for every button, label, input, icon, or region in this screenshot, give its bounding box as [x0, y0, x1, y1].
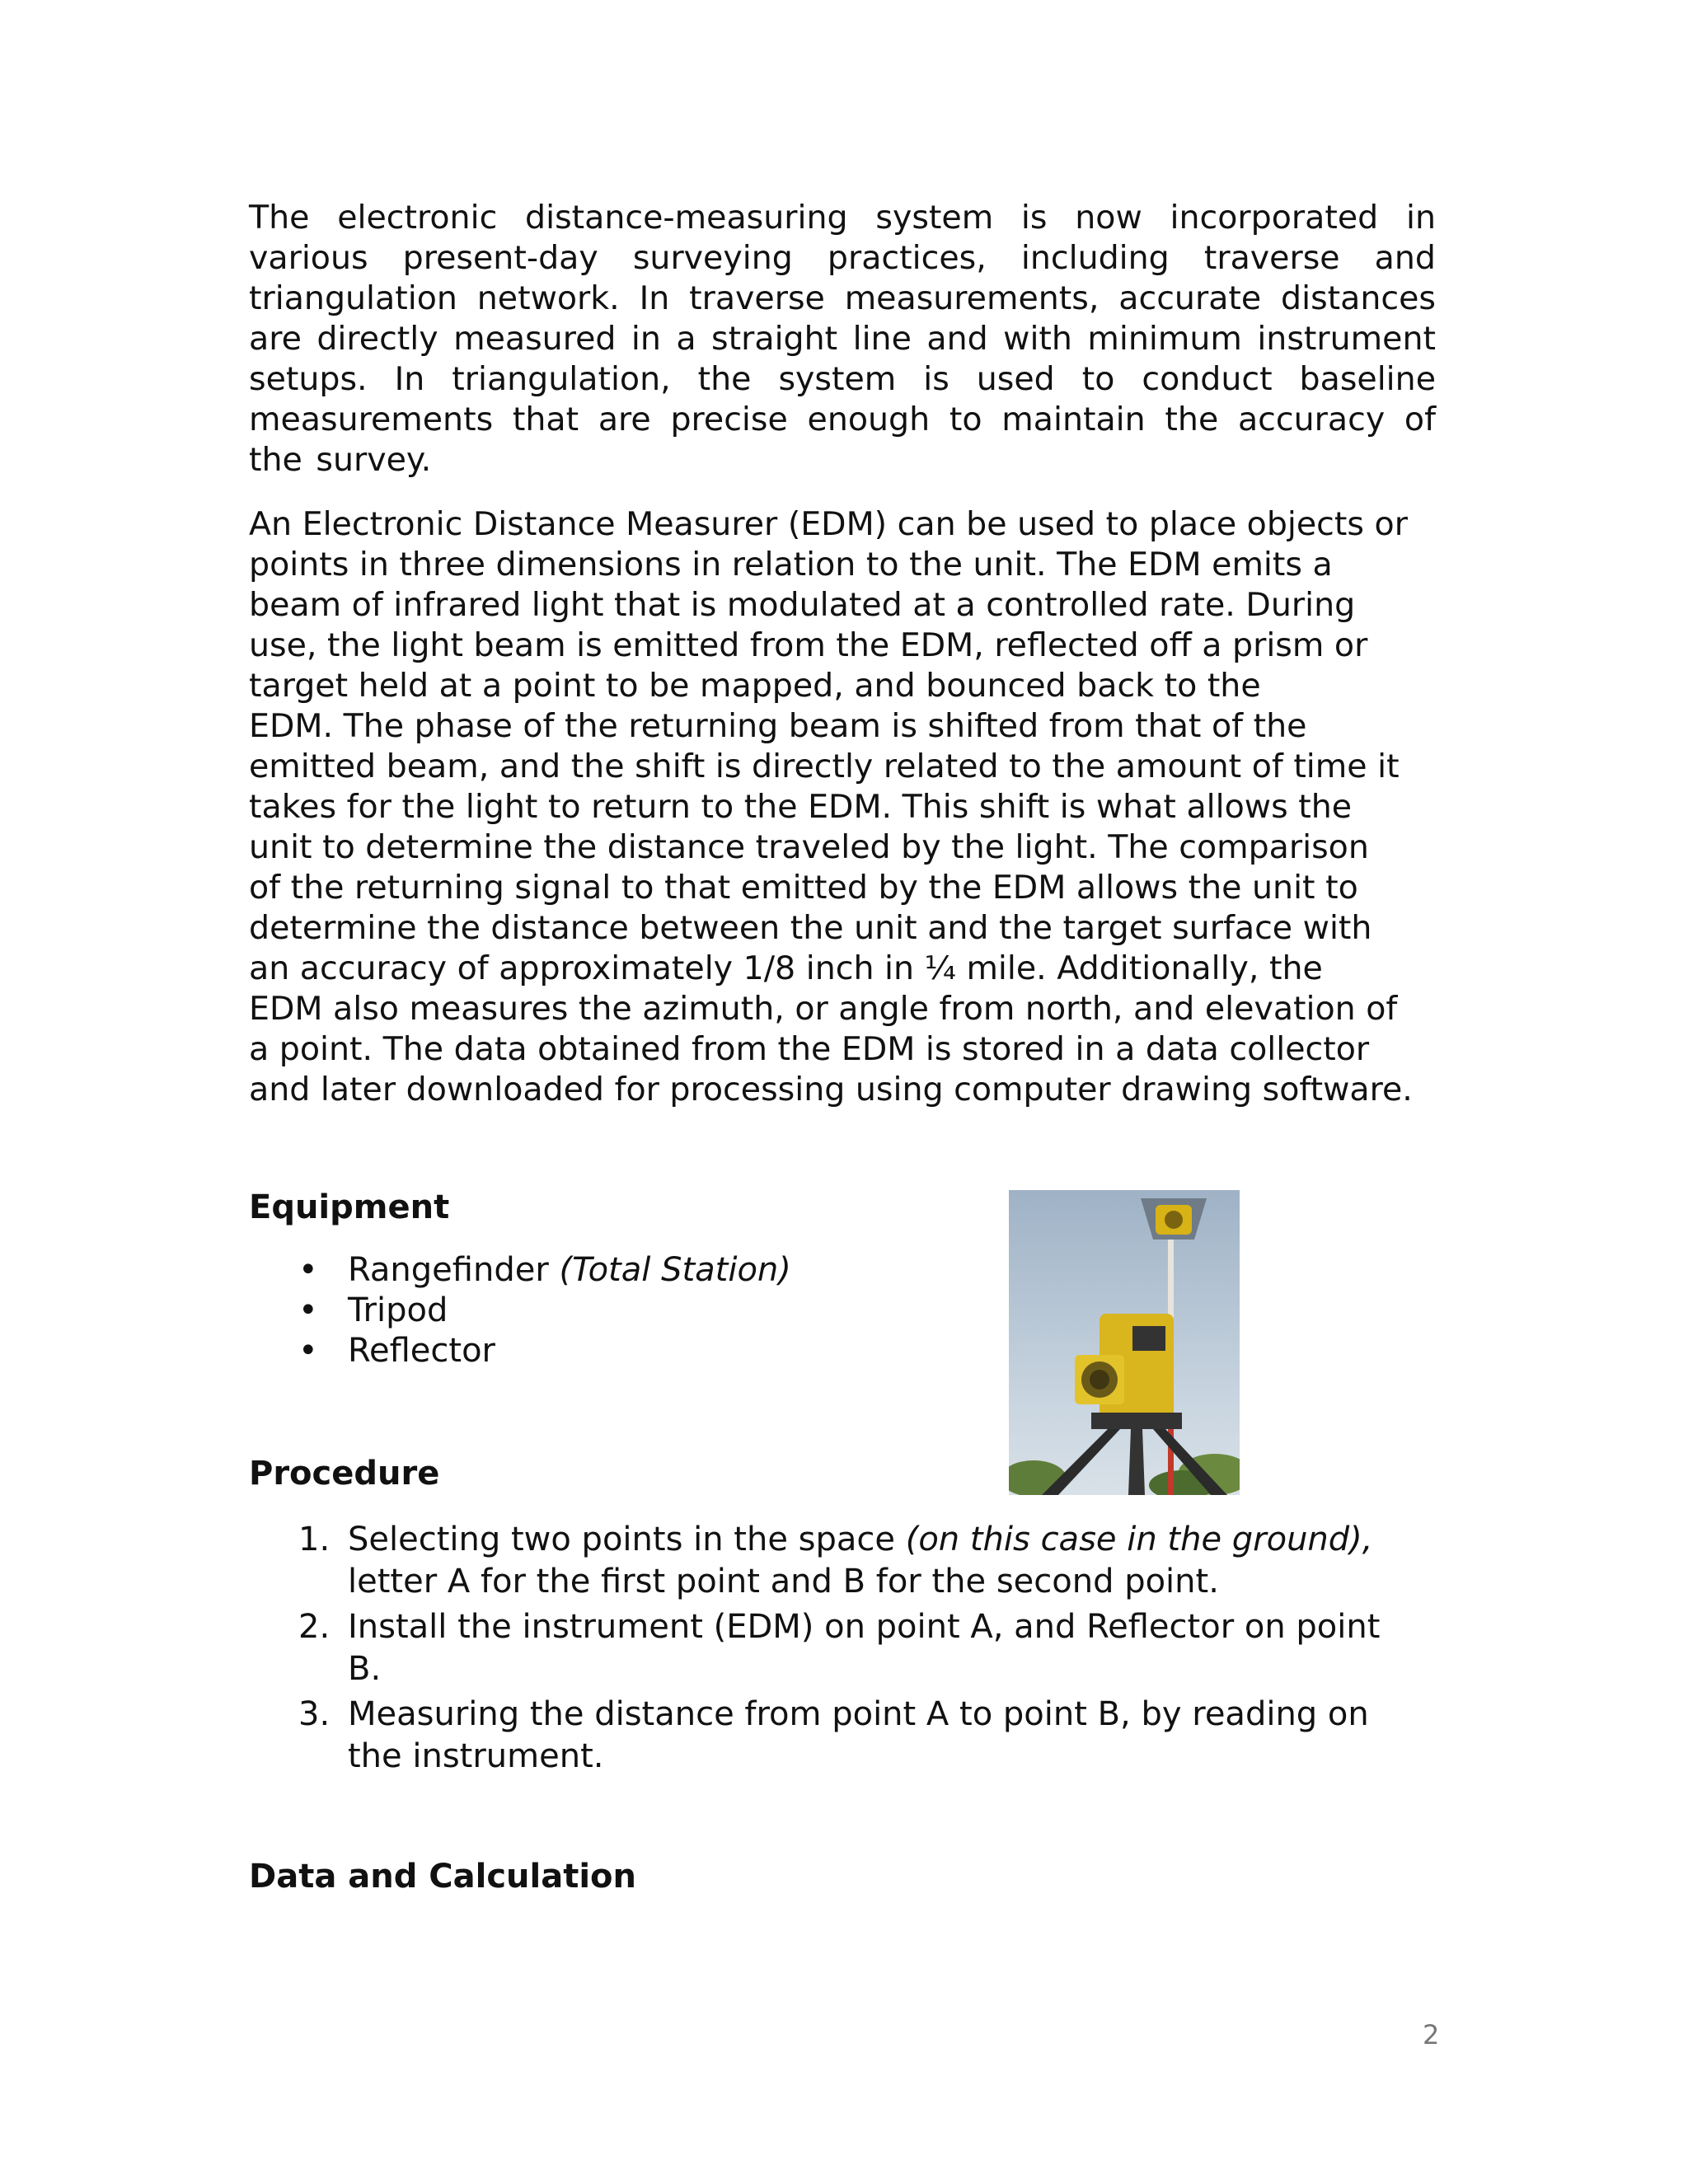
- step-text: Selecting two points in the space: [348, 1521, 906, 1558]
- step-number: 1.: [298, 1521, 331, 1558]
- page-number: 2: [1423, 2019, 1440, 2050]
- step-text-continued: letter A for the first point and B for the second point.: [348, 1563, 1219, 1601]
- step-number: 2.: [298, 1608, 331, 1646]
- intro-paragraph: The electronic distance-measuring system is now incorporated in various present-day surveying practices, including traverse and triangulation network. In traverse measurements, accurate distances are directly measured in a straight line and with minimum instrument setups. In triangulation, the system is used to conduct baseline measurements that are precise enough to maintain the accuracy of the survey.: [249, 199, 1436, 479]
- bullet-icon: •: [298, 1291, 318, 1329]
- step-text: Install the instrument (EDM) on point A, and Reflector on point: [348, 1608, 1381, 1646]
- edm-paragraph: [249, 504, 1452, 1110]
- list-item: [249, 1291, 791, 1331]
- edm-line: an accuracy of approximately 1/8 inch in ¼ mile. Additionally, the: [249, 949, 1323, 987]
- edm-line: beam of infrared light that is modulated at a controlled rate. During: [249, 586, 1356, 624]
- list-item: [249, 1519, 1452, 1603]
- edm-line: target held at a point to be mapped, and bounced back to the: [249, 667, 1261, 705]
- edm-line: determine the distance between the unit and the target surface with: [249, 909, 1372, 947]
- step-text-continued: the instrument.: [348, 1737, 604, 1775]
- edm-line: An Electronic Distance Measurer (EDM) can be used to place objects or: [249, 505, 1408, 543]
- total-station-photo: [1009, 1190, 1240, 1495]
- edm-line: takes for the light to return to the EDM. This shift is what allows the: [249, 788, 1353, 826]
- step-text: Measuring the distance from point A to point B, by reading on: [348, 1695, 1369, 1733]
- edm-line: and later downloaded for processing using computer drawing software.: [249, 1071, 1413, 1108]
- bullet-icon: •: [298, 1251, 318, 1289]
- list-item: [249, 1606, 1452, 1690]
- data-calculation-heading: Data and Calculation: [249, 1858, 636, 1896]
- list-item: [249, 1331, 791, 1371]
- step-number: 3.: [298, 1695, 331, 1733]
- step-note: (on this case in the ground),: [905, 1521, 1373, 1558]
- equipment-item-text: Tripod: [348, 1291, 448, 1329]
- edm-line: EDM also measures the azimuth, or angle from north, and elevation of: [249, 990, 1398, 1028]
- list-item: [249, 1250, 791, 1291]
- equipment-item-text: Rangefinder: [348, 1251, 560, 1289]
- edm-line: EDM. The phase of the returning beam is shifted from that of the: [249, 707, 1307, 745]
- edm-line: of the returning signal to that emitted by the EDM allows the unit to: [249, 869, 1358, 907]
- bullet-icon: •: [298, 1332, 318, 1370]
- procedure-heading: Procedure: [249, 1455, 440, 1493]
- edm-line: a point. The data obtained from the EDM is stored in a data collector: [249, 1030, 1370, 1068]
- equipment-list: [249, 1250, 791, 1371]
- step-text-continued: B.: [348, 1650, 382, 1688]
- edm-line: use, the light beam is emitted from the EDM, reflected off a prism or: [249, 626, 1368, 664]
- procedure-list: [249, 1519, 1452, 1781]
- equipment-item-note: (Total Station): [559, 1251, 791, 1289]
- edm-line: emitted beam, and the shift is directly related to the amount of time it: [249, 748, 1400, 785]
- list-item: [249, 1694, 1452, 1778]
- edm-line: points in three dimensions in relation to the unit. The EDM emits a: [249, 546, 1333, 583]
- equipment-heading: Equipment: [249, 1188, 450, 1226]
- equipment-item-text: Reflector: [348, 1332, 496, 1370]
- edm-line: unit to determine the distance traveled by the light. The comparison: [249, 828, 1369, 866]
